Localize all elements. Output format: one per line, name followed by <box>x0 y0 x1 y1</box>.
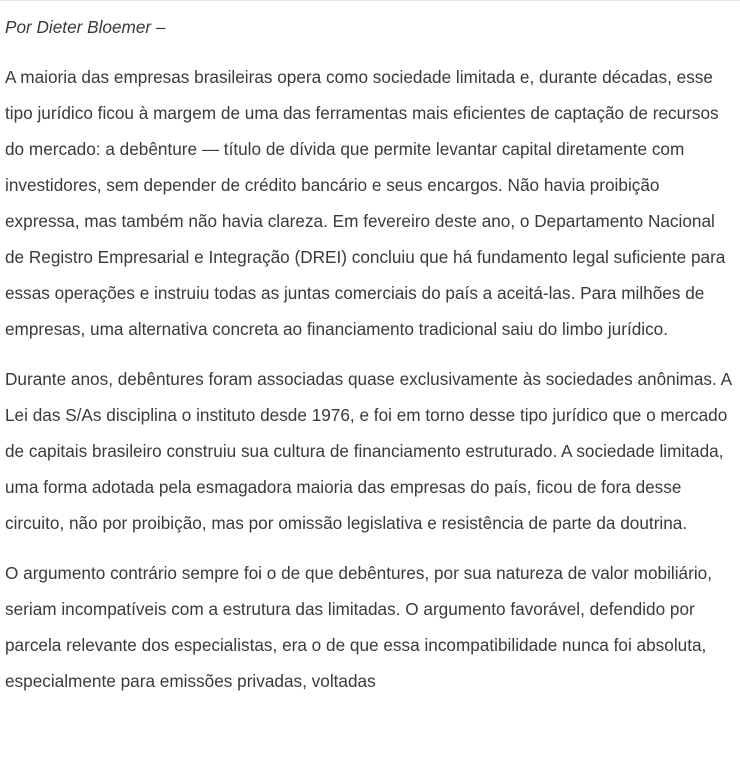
article-paragraph-3: O argumento contrário sempre foi o de que debêntures, por sua natureza de valor mobiliário, seriam incompatíveis com a estrutura das limitadas. O argumento favorável, defendido por parcela relevante dos especialistas, era o de que essa incompatibilidade nunca foi absoluta, especialmente para emissões privadas, voltadas <box>5 563 712 691</box>
article-paragraph-1: A maioria das empresas brasileiras opera como sociedade limitada e, durante décadas, esse tipo jurídico ficou à margem de uma das ferramentas mais eficientes de captação de recursos do mercado: a debênture — título de dívida que permite levantar capital diretamente com investidores, sem depender de crédito bancário e seus encargos. Não havia proibição expressa, mas também não havia clareza. Em fevereiro deste ano, o Departamento Nacional de Registro Empresarial e Integração (DREI) concluiu que há fundamento legal suficiente para essas operações e instruiu todas as juntas comerciais do país a aceitá-las. Para milhões de empresas, uma alternativa concreta ao financiamento tradicional saiu do limbo jurídico. <box>5 67 726 339</box>
article-byline: Por Dieter Bloemer – <box>5 17 166 37</box>
article-body <box>5 9 735 713</box>
top-divider <box>0 0 740 1</box>
article-paragraph-2: Durante anos, debêntures foram associadas quase exclusivamente às sociedades anônimas. A Lei das S/As disciplina o instituto desde 1976, e foi em torno desse tipo jurídico que o mercado de capitais brasileiro construiu sua cultura de financiamento estruturado. A sociedade limitada, uma forma adotada pela esmagadora maioria das empresas do país, ficou de fora desse circuito, não por proibição, mas por omissão legislativa e resistência de parte da doutrina. <box>5 369 732 533</box>
